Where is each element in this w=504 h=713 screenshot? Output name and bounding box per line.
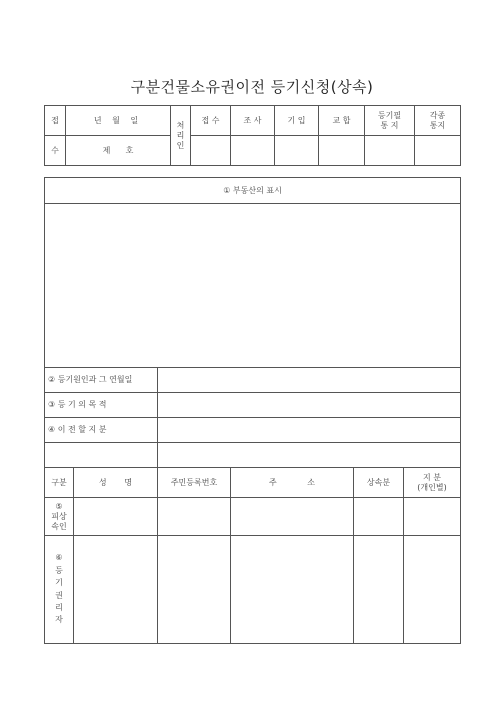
rightholder-name-field[interactable]	[74, 536, 158, 644]
col-name: 성 명	[74, 468, 158, 498]
header-registration-notice: 등기필 통 지	[365, 106, 415, 136]
receipt-table	[44, 105, 461, 166]
header-josa: 조 사	[231, 106, 275, 136]
cell-various-notice[interactable]	[415, 136, 461, 166]
cell-registration-notice[interactable]	[365, 136, 415, 166]
processor-label: 처 리 인	[171, 106, 191, 166]
cell-josa[interactable]	[231, 136, 275, 166]
decedent-share-inherit-field[interactable]	[354, 498, 404, 536]
purpose-label: ③ 등 기 의 목 적	[45, 393, 158, 418]
receipt-label-bottom: 수	[45, 136, 66, 166]
decedent-name-field[interactable]	[74, 498, 158, 536]
rightholder-label: ⑥ 등 기 권 리 자	[45, 536, 74, 644]
rightholder-share-field[interactable]	[404, 536, 461, 644]
cause-date-label: ② 등기원인과 그 연월일	[45, 368, 158, 393]
blank-field[interactable]	[158, 443, 461, 468]
property-header: ① 부동산의 표시	[45, 178, 461, 204]
transfer-share-label: ④ 이 전 할 지 분	[45, 418, 158, 443]
decedent-reg-no-field[interactable]	[158, 498, 231, 536]
rightholder-address-field[interactable]	[231, 536, 354, 644]
header-giip: 기 입	[275, 106, 319, 136]
cause-date-field[interactable]	[158, 368, 461, 393]
col-share: 지 분 (개인별)	[404, 468, 461, 498]
page-title: 구분건물소유권이전 등기신청(상속)	[130, 78, 374, 96]
header-gyohap: 교 합	[319, 106, 365, 136]
cell-giip[interactable]	[275, 136, 319, 166]
header-various-notice: 각종 통지	[415, 106, 461, 136]
purpose-field[interactable]	[158, 393, 461, 418]
col-reg-no: 주민등록번호	[158, 468, 231, 498]
decedent-share-field[interactable]	[404, 498, 461, 536]
col-gubun: 구분	[45, 468, 74, 498]
application-table	[44, 177, 461, 644]
decedent-address-field[interactable]	[231, 498, 354, 536]
header-jeopsu: 접 수	[191, 106, 231, 136]
property-description-area[interactable]	[45, 204, 461, 368]
cell-gyohap[interactable]	[319, 136, 365, 166]
receipt-label-top: 접	[45, 106, 66, 136]
rightholder-reg-no-field[interactable]	[158, 536, 231, 644]
transfer-share-field[interactable]	[158, 418, 461, 443]
rightholder-share-inherit-field[interactable]	[354, 536, 404, 644]
col-share-inherit: 상속분	[354, 468, 404, 498]
decedent-label: ⑤ 피상 속인	[45, 498, 74, 536]
blank-label	[45, 443, 158, 468]
cell-jeopsu[interactable]	[191, 136, 231, 166]
receipt-number-label: 제 호	[66, 136, 171, 166]
receipt-date-label: 년 월 일	[66, 106, 171, 136]
col-address: 주 소	[231, 468, 354, 498]
